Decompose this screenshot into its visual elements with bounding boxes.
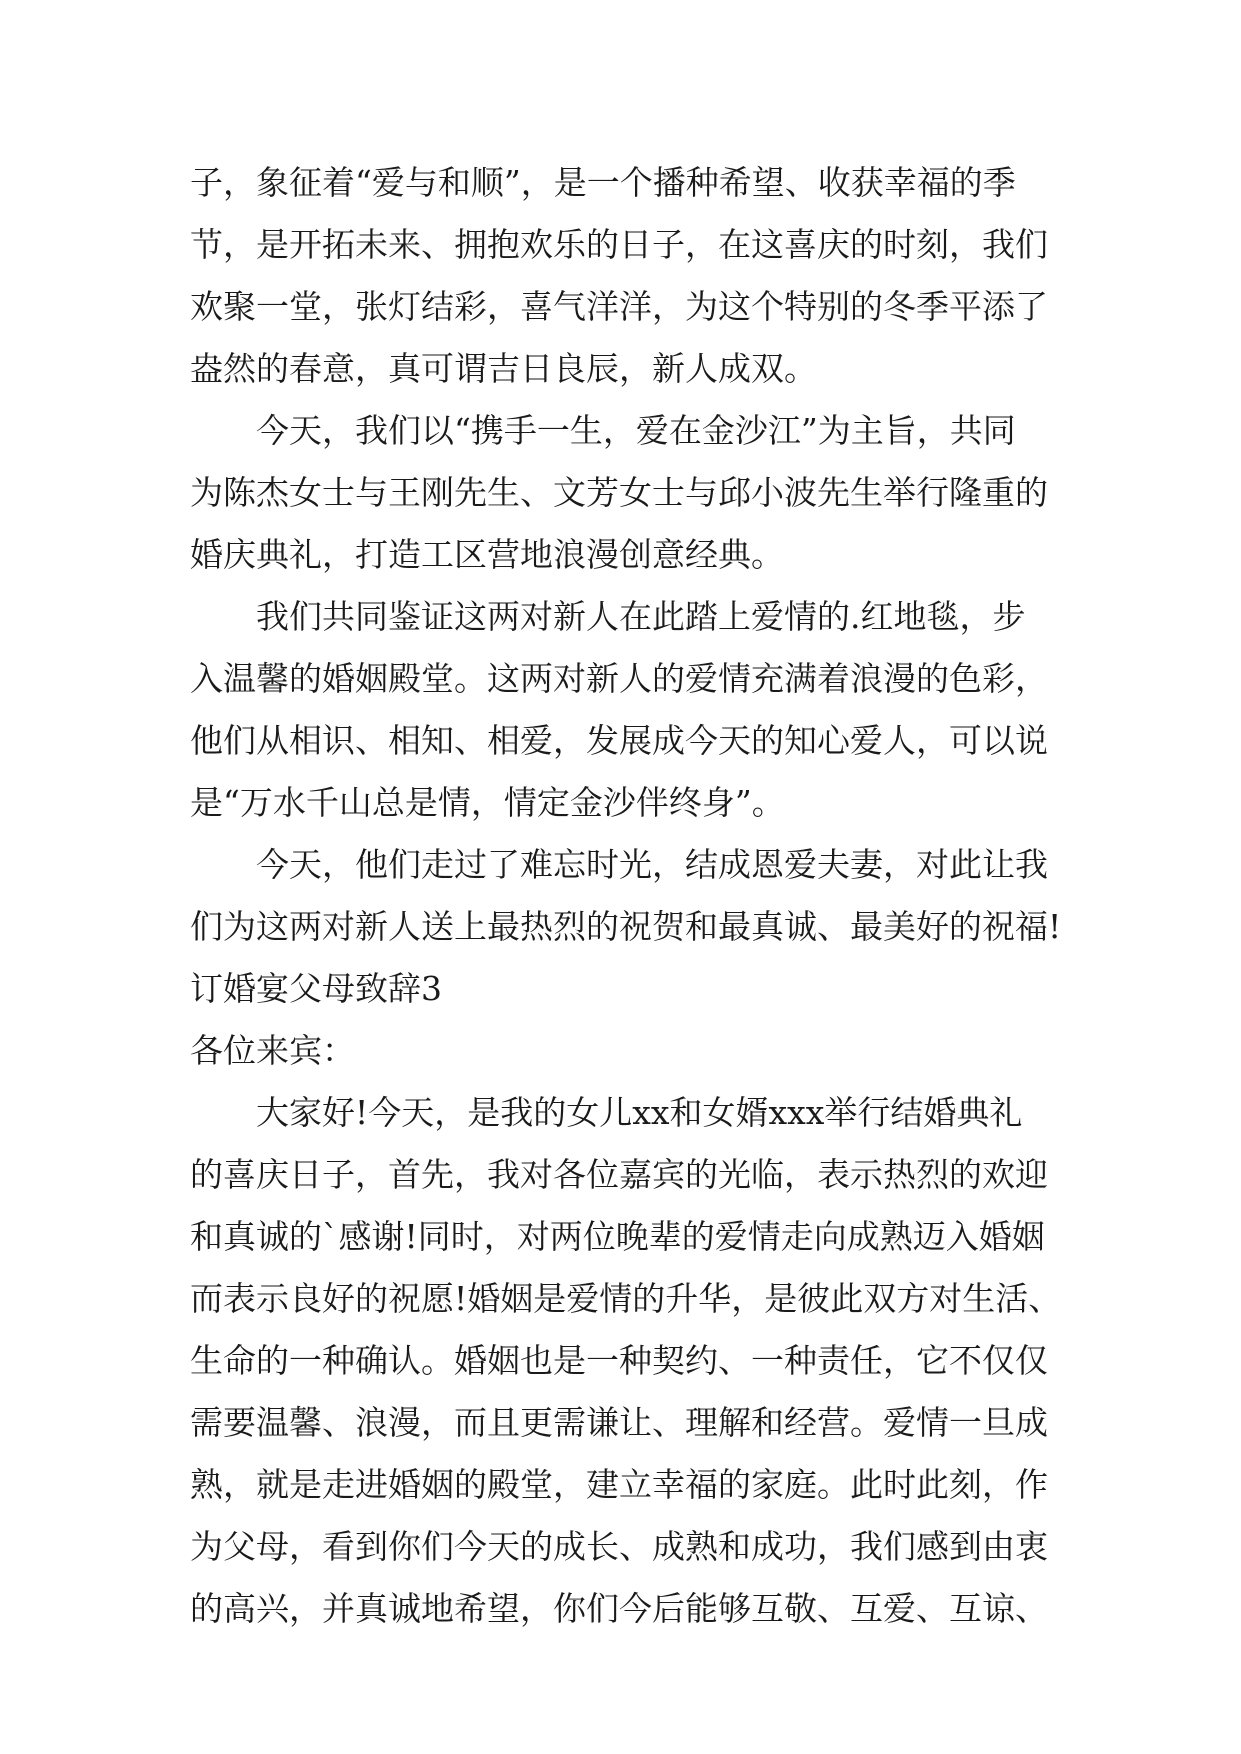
text-line: 熟，就是走进婚姻的殿堂，建立幸福的家庭。此时此刻，作	[190, 1465, 1048, 1504]
text-line: 为陈杰女士与王刚先生、文芳女士与邱小波先生举行隆重的	[190, 473, 1048, 512]
text-line: 今天，他们走过了难忘时光，结成恩爱夫妻，对此让我	[256, 845, 1048, 884]
text-line: 入温馨的婚姻殿堂。这两对新人的爱情充满着浪漫的色彩，	[190, 659, 1048, 698]
document-body	[190, 152, 1070, 1640]
text-line: 欢聚一堂，张灯结彩，喜气洋洋，为这个特别的冬季平添了	[190, 287, 1048, 326]
text-line: 的高兴，并真诚地希望，你们今后能够互敬、互爱、互谅、	[190, 1589, 1048, 1628]
text-line: 子，象征着“爱与和顺”，是一个播种希望、收获幸福的季	[190, 163, 1016, 202]
text-line: 我们共同鉴证这两对新人在此踏上爱情的.红地毯，步	[256, 597, 1026, 636]
text-line: 和真诚的`感谢!同时，对两位晚辈的爱情走向成熟迈入婚姻	[190, 1217, 1045, 1256]
text-line: 大家好!今天，是我的女儿xx和女婿xxx举行结婚典礼	[256, 1093, 1023, 1132]
text-line: 的喜庆日子，首先，我对各位嘉宾的光临，表示热烈的欢迎	[190, 1155, 1048, 1194]
text-line: 为父母，看到你们今天的成长、成熟和成功，我们感到由衷	[190, 1527, 1048, 1566]
text-line: 婚庆典礼，打造工区营地浪漫创意经典。	[190, 535, 784, 574]
text-line: 需要温馨、浪漫，而且更需谦让、理解和经营。爱情一旦成	[190, 1403, 1048, 1442]
text-line: 节，是开拓未来、拥抱欢乐的日子，在这喜庆的时刻，我们	[190, 225, 1048, 264]
text-line: 而表示良好的祝愿!婚姻是爱情的升华，是彼此双方对生活、	[190, 1279, 1062, 1318]
text-line: 订婚宴父母致辞3	[190, 969, 442, 1008]
text-line: 各位来宾：	[190, 1031, 355, 1070]
text-line: 们为这两对新人送上最热烈的祝贺和最真诚、最美好的祝福!	[190, 907, 1062, 946]
text-line: 盎然的春意，真可谓吉日良辰，新人成双。	[190, 349, 817, 388]
text-line: 是“万水千山总是情，情定金沙伴终身”。	[190, 783, 785, 822]
text-line: 生命的一种确认。婚姻也是一种契约、一种责任，它不仅仅	[190, 1341, 1048, 1380]
text-line: 他们从相识、相知、相爱，发展成今天的知心爱人，可以说	[190, 721, 1048, 760]
text-line: 今天，我们以“携手一生，爱在金沙江”为主旨，共同	[256, 411, 1016, 450]
